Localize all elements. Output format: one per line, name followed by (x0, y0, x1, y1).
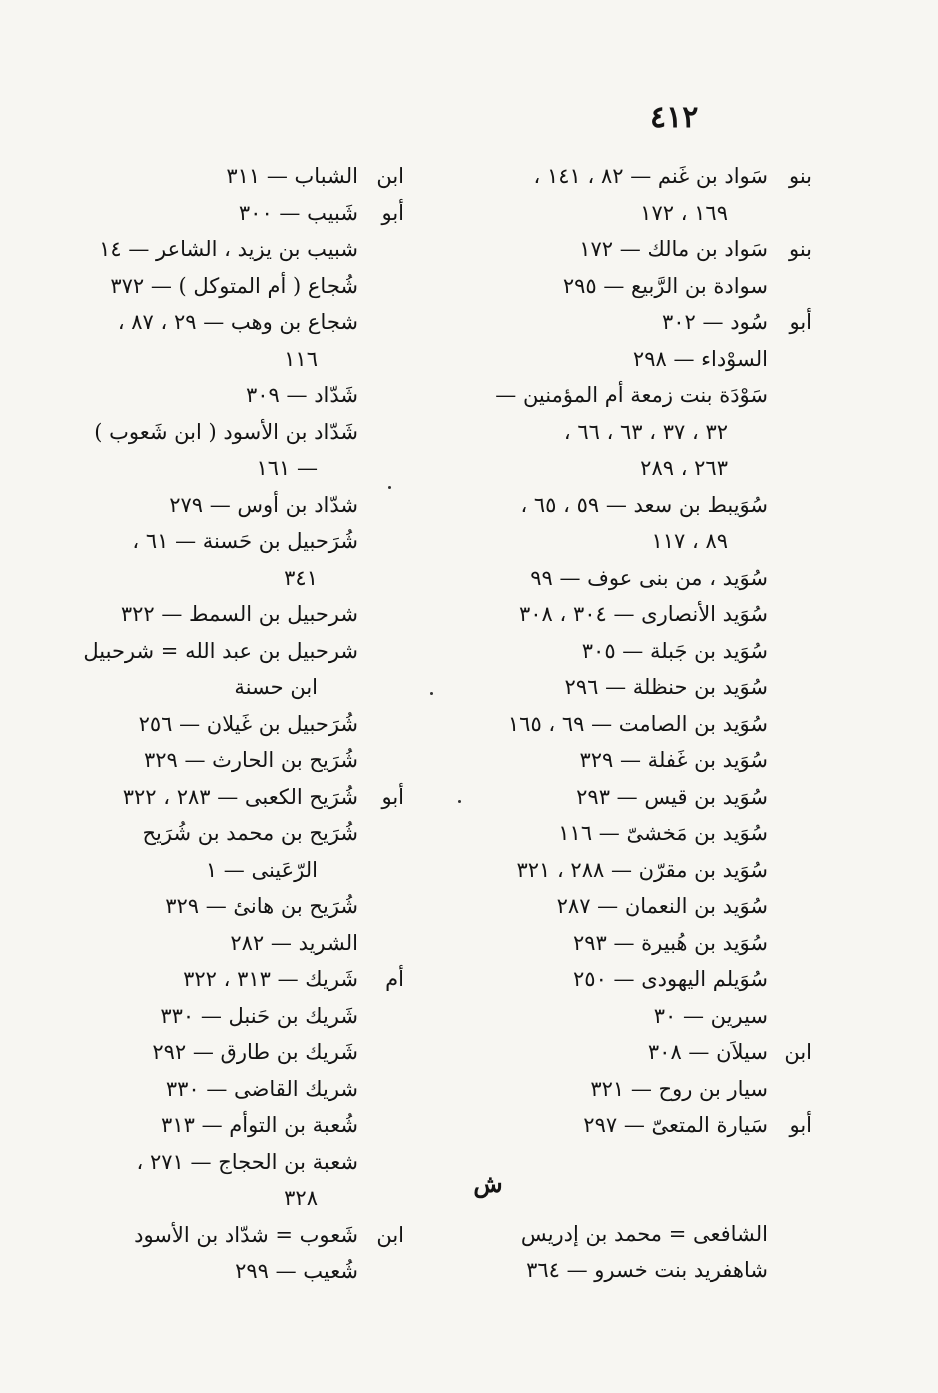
entry-text: شُرَيح الكعبى — ٢٨٣ ، ٣٢٢ (122, 784, 358, 809)
index-entry (28, 304, 358, 341)
entry-text: شعبة بن الحجاج — ٢٧١ ، (136, 1149, 358, 1174)
index-entry (28, 888, 358, 925)
index-entry (28, 450, 358, 487)
index-entry (28, 1034, 358, 1071)
entry-text: سُوَيد ، من بنى عوف — ٩٩ (530, 565, 768, 590)
index-entry (28, 1071, 358, 1108)
index-entry (28, 231, 358, 268)
entry-prefix: بنو (788, 164, 812, 188)
entry-text: سُوَيد بن النعمان — ٢٨٧ (556, 894, 768, 918)
entry-text: السوْداء — ٢٩٨ (632, 346, 768, 371)
index-column-left (28, 158, 404, 1290)
entry-text: شُرَيح بن الحارث — ٣٢٩ (143, 748, 358, 772)
entry-text: سُوَيد بن جَبلة — ٣٠٥ (581, 638, 768, 663)
entry-text: الشريد — ٢٨٢ (230, 930, 358, 955)
entry-text: سُوَيد بن حنظلة — ٢٩٦ (564, 675, 768, 699)
index-entry (28, 669, 358, 706)
entry-text: الشباب — ٣١١ (226, 164, 358, 188)
entry-prefix: بنو (788, 237, 812, 261)
entry-text: سيلاَن — ٣٠٨ (647, 1040, 768, 1064)
entry-text: سُوَيد الأنصارى — ٣٠٤ ، ٣٠٨ (518, 602, 768, 626)
section-heading: ش (473, 1168, 503, 1198)
entry-text: الرّعَينى — ١ (205, 857, 318, 882)
entry-text: ٣٢٨ (284, 1186, 318, 1210)
index-entry (28, 742, 358, 779)
entry-text: شجاع بن وهب — ٢٩ ، ٨٧ ، (117, 310, 358, 334)
entry-text: شرحبيل بن السمط — ٣٢٢ (120, 602, 358, 626)
entry-text: سُوَيد بن قيس — ٢٩٣ (576, 784, 768, 809)
entry-text: شاهفريد بنت خسرو — ٣٦٤ (526, 1258, 768, 1282)
entry-text: شُرَحبيل بن حَسنة — ٦١ ، (132, 529, 358, 553)
entry-text: سَواد بن غَنم — ٨٢ ، ١٤١ ، (533, 164, 768, 188)
entry-text: سَيارة المتعىّ — ٢٩٧ (583, 1113, 768, 1137)
entry-text: سيار بن روح — ٣٢١ (590, 1076, 768, 1101)
index-entry (28, 1217, 404, 1254)
entry-text: سُوَيد بن مقرّن — ٢٨٨ ، ٣٢١ (516, 857, 768, 882)
entry-text: سَوْدَة بنت زمعة أم المؤمنين — (495, 383, 768, 407)
entry-text: شَريك بن حَنبل — ٣٣٠ (160, 1003, 358, 1028)
index-entry (28, 487, 358, 524)
index-entry (28, 706, 358, 743)
index-entry (28, 560, 358, 597)
entry-text: ٢٦٣ ، ٢٨٩ (640, 456, 728, 480)
index-entry (28, 1180, 358, 1217)
entry-text: شُجاع ( أم المتوكل ) — ٣٧٢ (110, 273, 358, 298)
index-entry (28, 377, 358, 414)
entry-text: شريك القاضى — ٣٣٠ (165, 1076, 358, 1101)
entry-text: ٨٩ ، ١١٧ (651, 529, 728, 553)
entry-text: سَواد بن مالك — ١٧٢ (579, 237, 768, 261)
index-entry (28, 341, 358, 378)
entry-text: شُرَيح بن هانئ — ٣٢٩ (165, 894, 358, 918)
entry-prefix: أبو (381, 784, 404, 809)
entry-text: ٣٤١ (284, 565, 318, 590)
entry-prefix: أبو (381, 200, 404, 225)
entry-text: سُوَيد بن غَفلة — ٣٢٩ (579, 748, 768, 772)
index-entry (28, 158, 404, 195)
entry-text: — ١٦١ (256, 456, 318, 480)
entry-text: سُوَيبط بن سعد — ٥٩ ، ٦٥ ، (520, 492, 768, 517)
index-entry (28, 1107, 358, 1144)
entry-text: شَدّاد بن الأسود ( ابن شَعوب ) (94, 419, 358, 444)
entry-text: سُوَيد بن هُبيرة — ٢٩٣ (572, 930, 768, 955)
index-entry (28, 998, 358, 1035)
entry-text: سيرين — ٣٠ (653, 1003, 768, 1028)
entry-text: سُوَيد بن مَخشىّ — ١١٦ (558, 821, 768, 845)
entry-text: ابن حسنة (234, 675, 318, 699)
entry-text: شَريك بن طارق — ٢٩٢ (152, 1040, 358, 1064)
entry-text: سُود — ٣٠٢ (662, 310, 768, 334)
entry-text: سُوَيد بن الصامت — ٦٩ ، ١٦٥ (507, 711, 768, 736)
entry-text: شبيب بن يزيد ، الشاعر — ١٤ (99, 237, 358, 261)
page-number: ٤١٢ (650, 100, 699, 135)
entry-text: سُوَيلم اليهودى — ٢٥٠ (573, 967, 768, 991)
index-entry (28, 195, 404, 232)
entry-prefix: ابن (376, 1222, 404, 1247)
entry-text: شُرَيح بن محمد بن شُرَيح (142, 821, 358, 845)
entry-text: ١٦٩ ، ١٧٢ (640, 200, 728, 225)
ink-speck (458, 800, 461, 803)
entry-text: شَريك — ٣١٣ ، ٣٢٢ (183, 967, 358, 991)
entry-text: ٣٢ ، ٣٧ ، ٦٣ ، ٦٦ ، (563, 419, 728, 444)
index-entry (28, 414, 358, 451)
entry-text: سوادة بن الرَّبيع — ٢٩٥ (562, 273, 768, 298)
entry-text: شُعبة بن التوأم — ٣١٣ (161, 1113, 358, 1137)
entry-prefix: ابن (376, 164, 404, 188)
entry-text: شَعوب = شدّاد بن الأسود (134, 1222, 358, 1247)
entry-text: شُعيب — ٢٩٩ (235, 1259, 358, 1283)
ink-speck (430, 692, 433, 695)
entry-text: شَبيب — ٣٠٠ (238, 200, 358, 225)
index-entry (28, 268, 358, 305)
index-entry (28, 779, 404, 816)
index-entry (28, 633, 358, 670)
entry-prefix: ابن (784, 1040, 812, 1064)
ink-speck (388, 486, 391, 489)
index-entry (28, 852, 358, 889)
index-entry (28, 815, 358, 852)
entry-text: الشافعى = محمد بن إدريس (520, 1221, 768, 1246)
index-entry (28, 925, 358, 962)
index-entry (28, 1144, 358, 1181)
entry-text: شَدّاد — ٣٠٩ (246, 383, 358, 407)
entry-text: شُرَحبيل بن غَيلان — ٢٥٦ (138, 711, 358, 736)
index-entry (28, 596, 358, 633)
entry-prefix: أبو (789, 1113, 812, 1137)
entry-text: شرحبيل بن عبد الله = شرحبيل (83, 638, 358, 663)
index-entry (28, 961, 404, 998)
index-entry (28, 1253, 358, 1290)
entry-prefix: أبو (789, 310, 812, 334)
entry-text: شدّاد بن أوس — ٢٧٩ (169, 492, 358, 517)
entry-prefix: أم (385, 967, 404, 991)
entry-text: ١١٦ (284, 346, 318, 371)
index-entry (28, 523, 358, 560)
